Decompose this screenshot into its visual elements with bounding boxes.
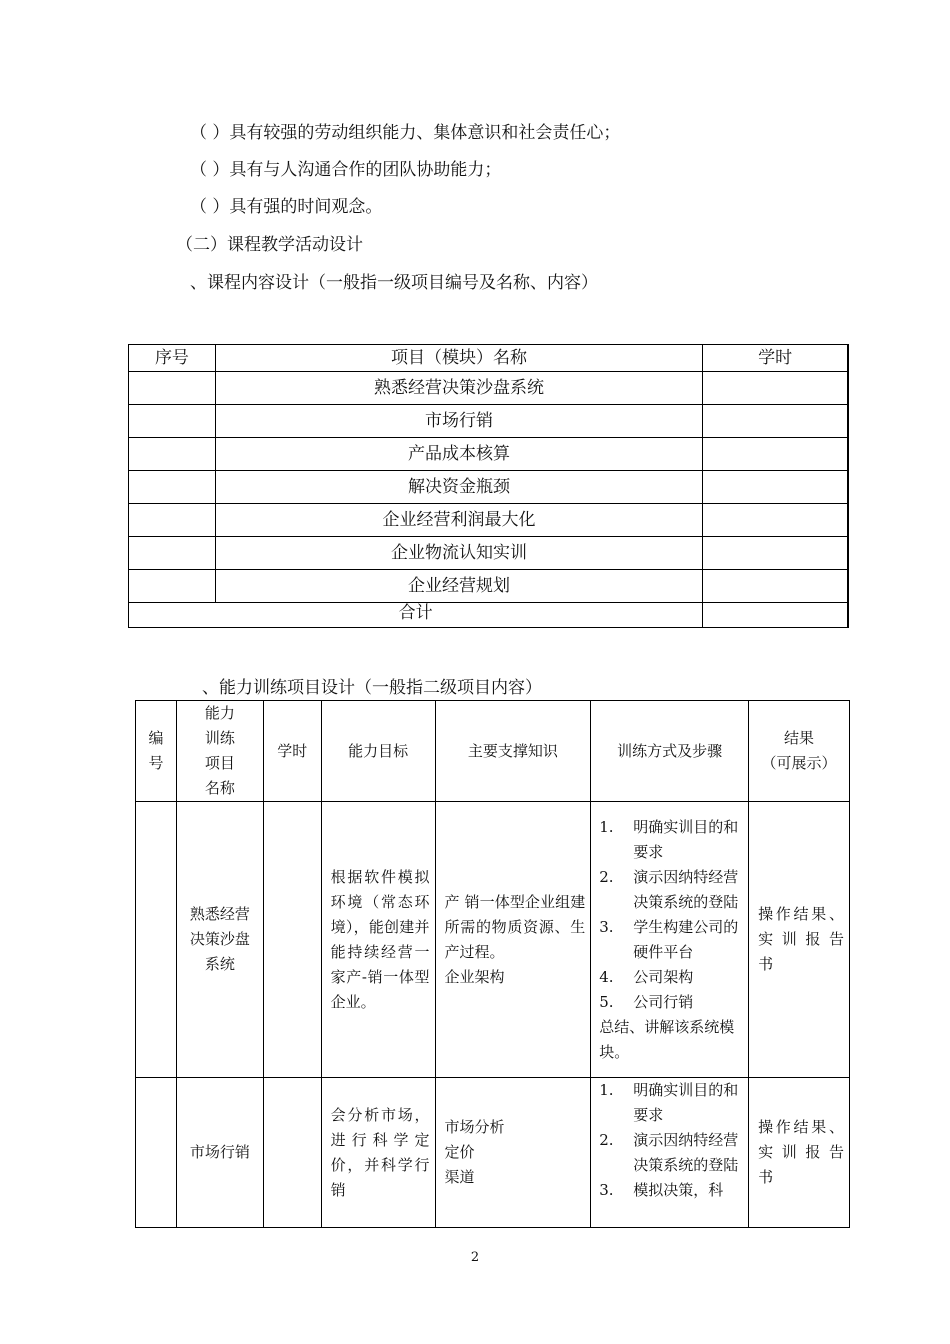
module-name: 解决资金瓶颈 bbox=[215, 471, 702, 504]
supporting-knowledge: 产 销一体型企业组建所需的物质资源、生产过程。 企业架构 bbox=[435, 802, 591, 1078]
header-seq: 序号 bbox=[129, 345, 216, 372]
header-module-name: 项目（模块）名称 bbox=[215, 345, 702, 372]
module-name: 产品成本核算 bbox=[215, 438, 702, 471]
steps-summary: 总结、讲解该系统模块。 bbox=[599, 1017, 735, 1061]
table-row bbox=[136, 802, 850, 1078]
subsection-heading-content-design: 、课程内容设计（一般指一级项目编号及名称、内容） bbox=[190, 273, 598, 293]
header-project-name: 能力 训练 项目 名称 bbox=[176, 701, 263, 802]
module-name: 企业经营利润最大化 bbox=[215, 504, 702, 537]
text-line-1: （ ）具有较强的劳动组织能力、集体意识和社会责任心； bbox=[190, 123, 621, 143]
subsection-heading-ability-training: 、能力训练项目设计（一般指二级项目内容） bbox=[202, 678, 542, 698]
table-row bbox=[129, 504, 849, 537]
list-item: 1. 明确实训目的和要求 bbox=[599, 817, 739, 861]
project-name: 市场行销 bbox=[176, 1078, 263, 1228]
page-number: 2 bbox=[470, 1250, 480, 1265]
section-heading: （二）课程教学活动设计 bbox=[176, 235, 363, 255]
table2-header-row bbox=[136, 701, 850, 802]
list-item: 5. 公司行销 bbox=[599, 992, 694, 1011]
list-item: 2. 演示因纳特经营决策系统的登陆 bbox=[599, 1131, 739, 1174]
total-label: 合计 bbox=[129, 603, 703, 628]
table-row bbox=[129, 405, 849, 438]
text-line-2: （ ）具有与人沟通合作的团队协助能力； bbox=[190, 160, 502, 180]
table-row bbox=[136, 1078, 850, 1228]
header-method: 训练方式及步骤 bbox=[591, 701, 749, 802]
list-item: 3. 模拟决策，科 bbox=[599, 1181, 724, 1199]
header-hours: 学时 bbox=[703, 345, 848, 372]
table-row bbox=[129, 570, 849, 603]
module-name: 企业物流认知实训 bbox=[215, 537, 702, 570]
header-ability-goal: 能力目标 bbox=[321, 701, 435, 802]
table-row bbox=[129, 537, 849, 570]
list-item: 2. 演示因纳特经营决策系统的登陆 bbox=[599, 867, 739, 911]
table1-header-row bbox=[129, 345, 849, 372]
result-output: 操作结果、实 训 报 告书 bbox=[749, 802, 850, 1078]
list-item: 4. 公司架构 bbox=[599, 967, 694, 986]
course-content-table bbox=[128, 344, 849, 628]
table-row bbox=[129, 372, 849, 405]
header-number: 编 号 bbox=[136, 701, 177, 802]
list-item: 3. 学生构建公司的硬件平台 bbox=[599, 917, 739, 961]
training-steps bbox=[591, 1078, 749, 1228]
header-hours: 学时 bbox=[263, 701, 321, 802]
table-row bbox=[129, 471, 849, 504]
list-item: 1. 明确实训目的和要求 bbox=[599, 1081, 739, 1124]
result-output: 操作结果、实 训 报 告书 bbox=[749, 1078, 850, 1228]
ability-goal: 根据软件模拟环境（常态环境），能创建并能持续经营一家产-销一体型企业。 bbox=[321, 802, 435, 1078]
training-steps bbox=[591, 802, 749, 1078]
ability-training-table bbox=[135, 700, 850, 1228]
table1-total-row bbox=[129, 603, 849, 628]
module-name: 市场行销 bbox=[215, 405, 702, 438]
module-name: 企业经营规划 bbox=[215, 570, 702, 603]
module-name: 熟悉经营决策沙盘系统 bbox=[215, 372, 702, 405]
header-knowledge: 主要支撑知识 bbox=[435, 701, 591, 802]
table-row bbox=[129, 438, 849, 471]
header-result: 结果 （可展示） bbox=[749, 701, 850, 802]
supporting-knowledge: 市场分析 定价 渠道 bbox=[435, 1078, 591, 1228]
ability-goal: 会分析市场，进行科学定价，并科学行销 bbox=[321, 1078, 435, 1228]
project-name: 熟悉经营 决策沙盘 系统 bbox=[176, 802, 263, 1078]
text-line-3: （ ）具有强的时间观念。 bbox=[190, 197, 383, 217]
